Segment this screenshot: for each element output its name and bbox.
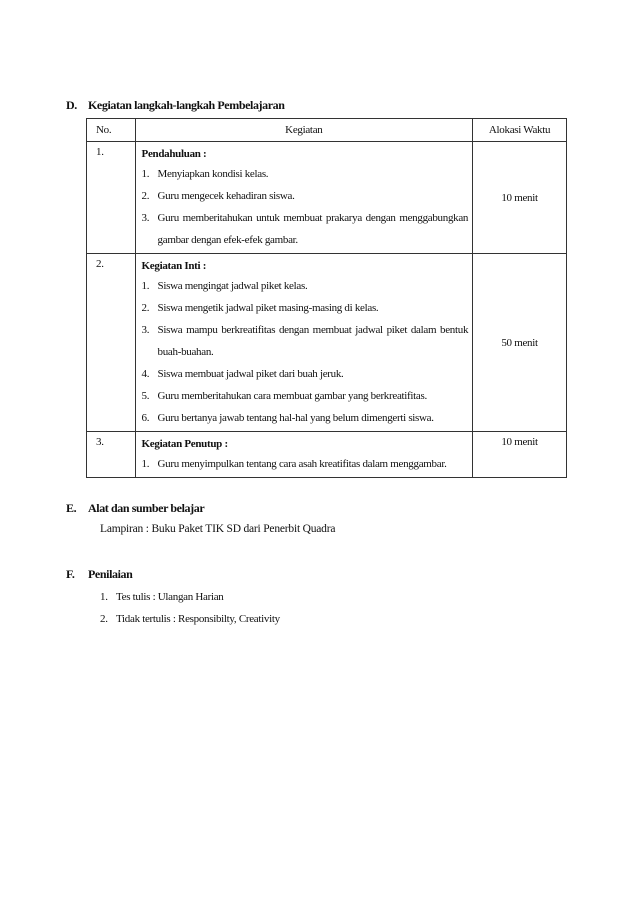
section-d-heading — [66, 98, 285, 113]
list-item-text: Tes tulis : Ulangan Harian — [116, 591, 224, 603]
list-item-text: Tidak tertulis : Responsibilty, Creativity — [116, 613, 280, 625]
phase-title: Kegiatan Penutup : — [141, 438, 228, 450]
section-f-letter: F. — [66, 567, 75, 581]
row-number: 1. — [87, 142, 136, 254]
row-activities — [135, 254, 473, 432]
table-row — [87, 432, 567, 478]
phase-title: Pendahuluan : — [141, 148, 207, 160]
list-item: 1. Siswa mengingat jadwal piket kelas. — [142, 275, 469, 297]
row-time: 10 menit — [473, 142, 567, 254]
list-item: 1. Guru menyimpulkan tentang cara asah kreatifitas dalam menggambar. — [142, 453, 469, 475]
list-item-text: Guru menyimpulkan tentang cara asah kreatifitas dalam menggambar. — [157, 458, 447, 470]
section-e-letter: E. — [66, 501, 77, 515]
kegiatan-table — [86, 118, 567, 478]
list-item: 2. Siswa mengetik jadwal piket masing-masing di kelas. — [142, 297, 469, 319]
list-item: 1. Menyiapkan kondisi kelas. — [142, 163, 469, 185]
table-row — [87, 254, 567, 432]
list-item-text: Guru memberitahukan untuk membuat prakarya dengan menggabungkan gambar dengan efek-efek gambar. — [157, 212, 469, 246]
list-item: 6. Guru bertanya jawab tentang hal-hal yang belum dimengerti siswa. — [142, 407, 469, 429]
list-item-text: Siswa mampu berkreatifitas dengan membuat jadwal piket dalam bentuk buah-buahan. — [157, 324, 469, 358]
section-f-list — [100, 586, 280, 630]
list-item-text: Siswa mengingat jadwal piket kelas. — [157, 280, 308, 292]
section-e-title: Alat dan sumber belajar — [88, 501, 205, 515]
table-row — [87, 142, 567, 254]
list-item: 5. Guru memberitahukan cara membuat gambar yang berkreatifitas. — [142, 385, 469, 407]
list-item-text: Guru bertanya jawab tentang hal-hal yang belum dimengerti siswa. — [157, 412, 434, 424]
section-e-text: Lampiran : Buku Paket TIK SD dari Penerbit Quadra — [100, 523, 336, 535]
list-item-text: Menyiapkan kondisi kelas. — [157, 168, 269, 180]
list-item-text: Guru memberitahukan cara membuat gambar yang berkreatifitas. — [157, 390, 427, 402]
list-item: 4. Siswa membuat jadwal piket dari buah jeruk. — [142, 363, 469, 385]
section-f-heading — [66, 567, 132, 582]
row-activities — [135, 432, 473, 478]
row-activities — [135, 142, 473, 254]
list-item-text: Guru mengecek kehadiran siswa. — [157, 190, 295, 202]
list-item-text: Siswa mengetik jadwal piket masing-masing di kelas. — [157, 302, 379, 314]
table-header-row — [87, 119, 567, 142]
header-no: No. — [87, 119, 136, 142]
list-item: 1. Tes tulis : Ulangan Harian — [100, 586, 280, 608]
list-item-text: Siswa membuat jadwal piket dari buah jeruk. — [157, 368, 344, 380]
list-item: 3. Guru memberitahukan untuk membuat prakarya dengan menggabungkan gambar dengan efek-efek gambar. — [142, 207, 469, 251]
phase-title: Kegiatan Inti : — [141, 260, 207, 272]
row-time: 10 menit — [473, 432, 567, 478]
header-alokasi-waktu: Alokasi Waktu — [473, 119, 567, 142]
section-e-heading — [66, 501, 204, 516]
row-number: 3. — [87, 432, 136, 478]
row-number: 2. — [87, 254, 136, 432]
row-time: 50 menit — [473, 254, 567, 432]
section-d-title: Kegiatan langkah-langkah Pembelajaran — [88, 98, 285, 112]
list-item: 3. Siswa mampu berkreatifitas dengan membuat jadwal piket dalam bentuk buah-buahan. — [142, 319, 469, 363]
header-kegiatan: Kegiatan — [135, 119, 473, 142]
section-d-letter: D. — [66, 98, 77, 112]
list-item: 2. Tidak tertulis : Responsibilty, Creativity — [100, 608, 280, 630]
list-item: 2. Guru mengecek kehadiran siswa. — [142, 185, 469, 207]
section-f-title: Penilaian — [88, 567, 133, 581]
